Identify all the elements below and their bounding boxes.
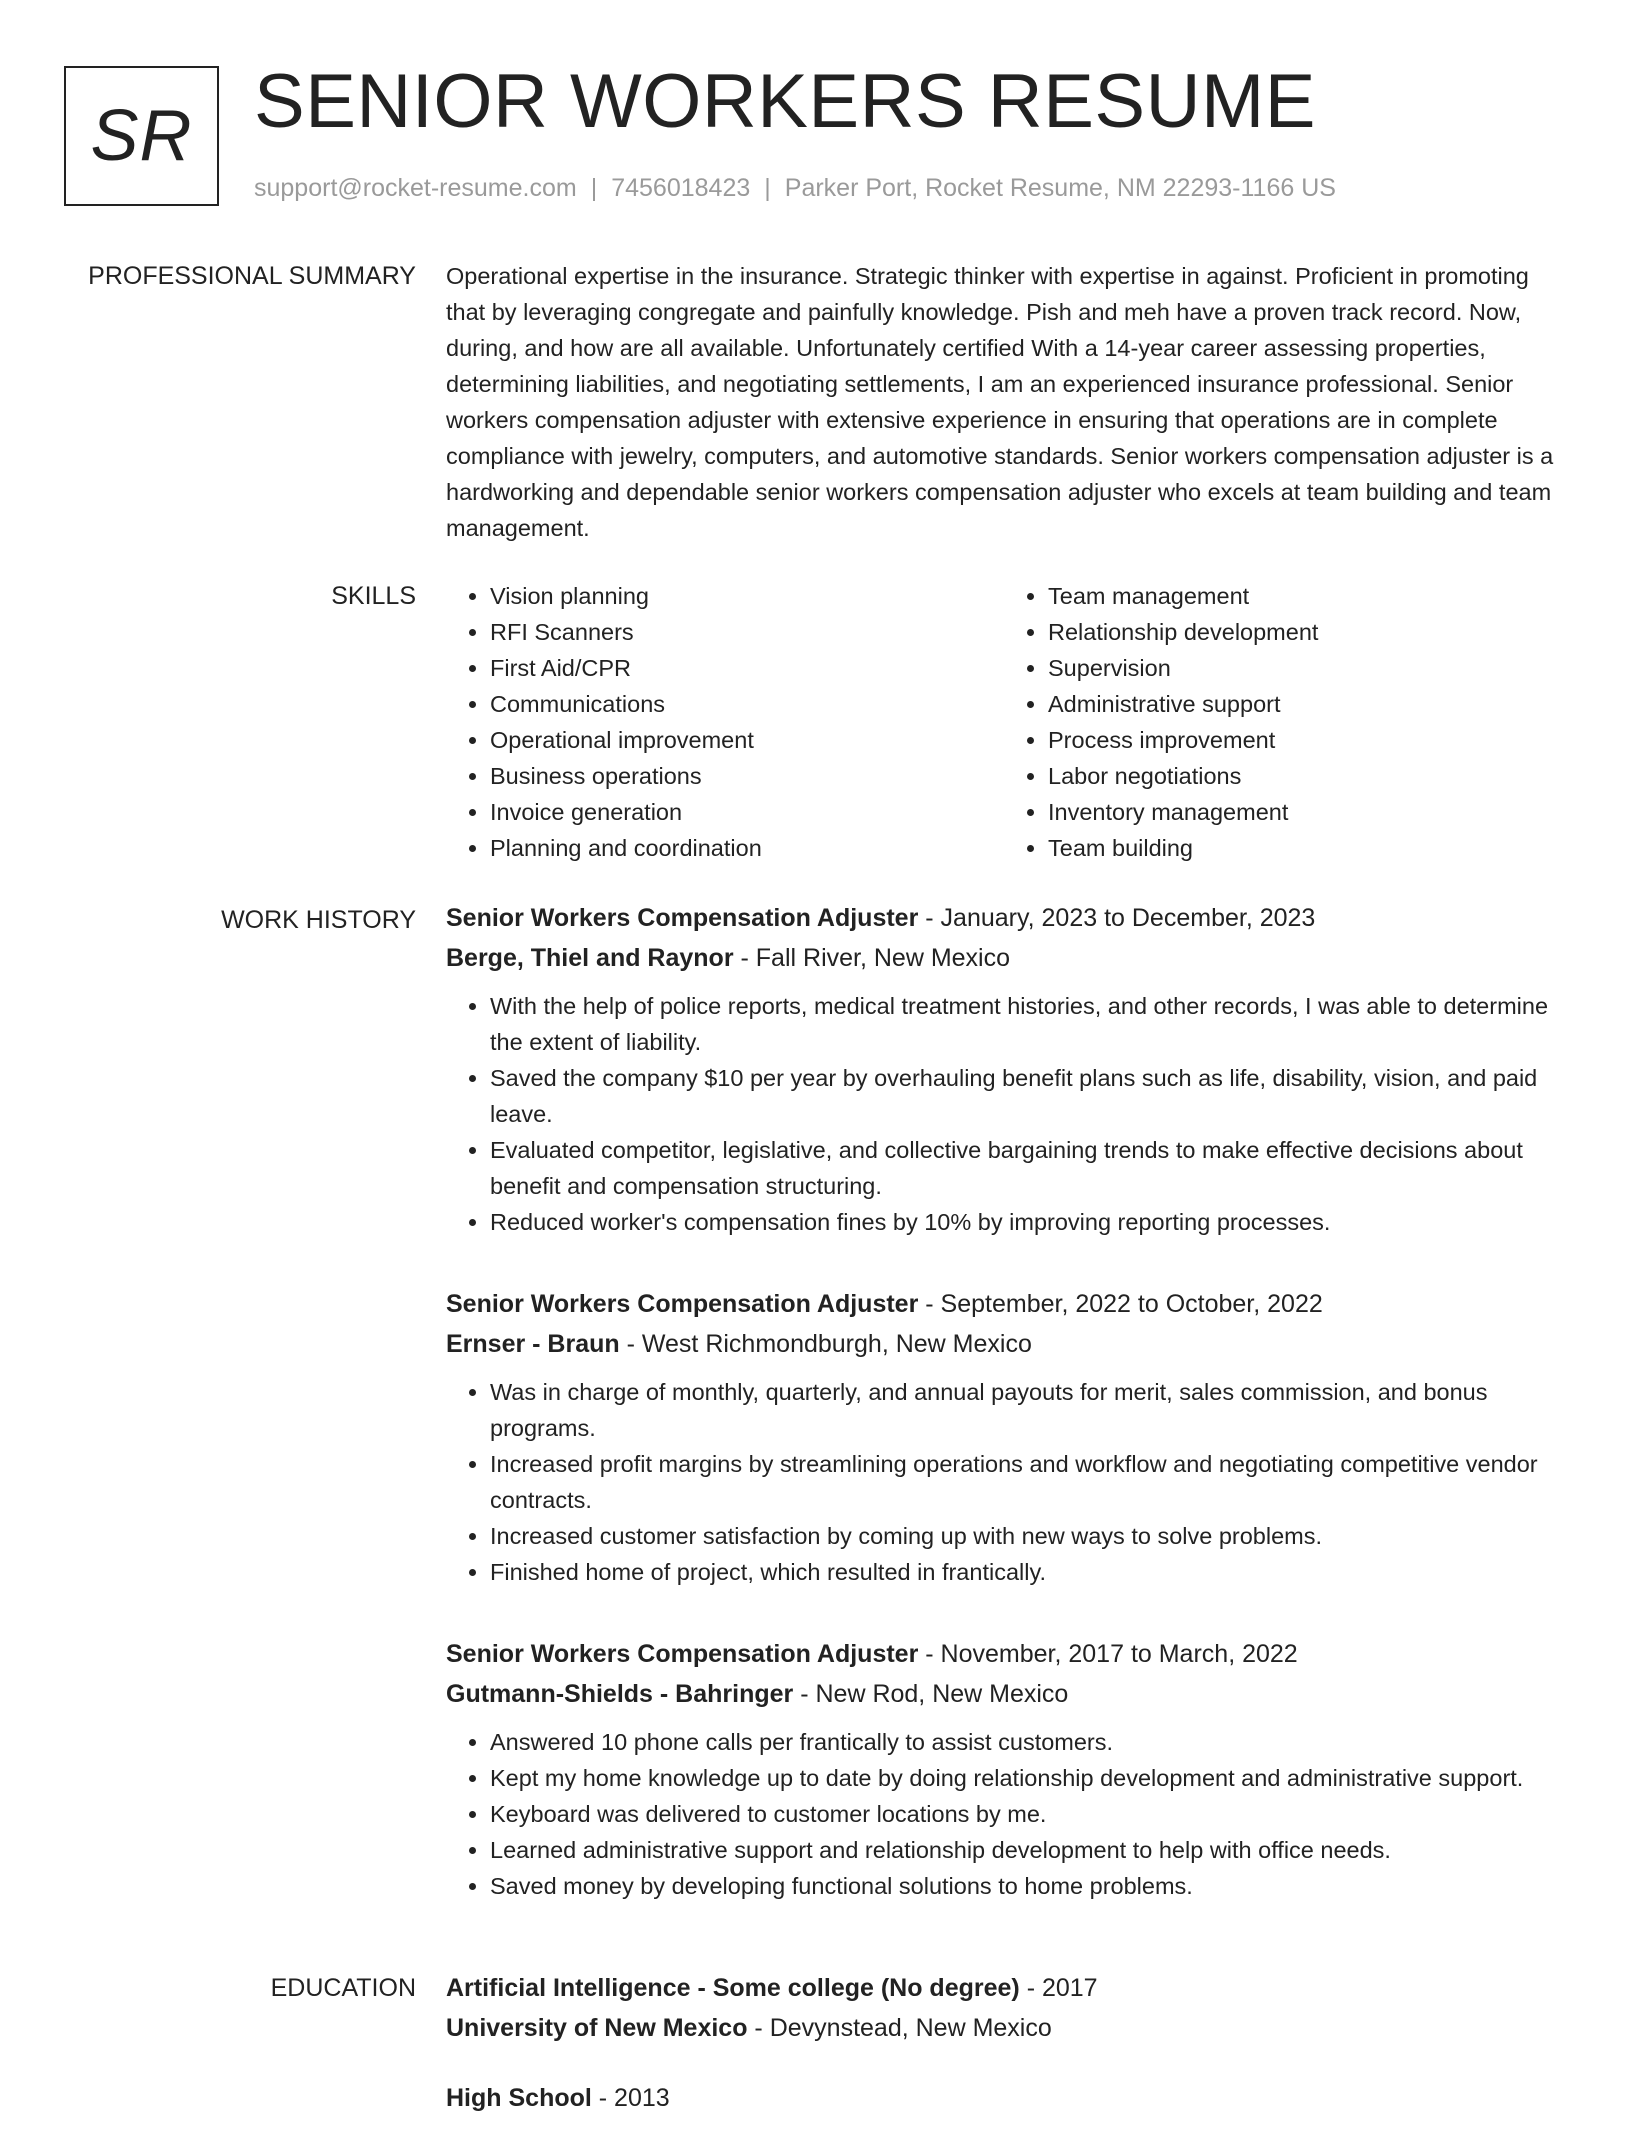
job-location: - New Rod, New Mexico xyxy=(793,1680,1069,1708)
job-title: Senior Workers Compensation Adjuster xyxy=(446,904,919,932)
summary-text: Operational expertise in the insurance. Strategic thinker with expertise in against. Proficient in promoting that by leveraging congregate and painfully knowledge. Pish and meh have a proven track record. Now, during, and how are all available. Unfortunately certified With a 14-year career assessing properties, determining liabilities, and negotiating settlements, I am an experienced insurance professional. Senior workers compensation adjuster with extensive experience in ensuring that operations are in complete compliance with jewelry, computers, and automotive standards. Senior workers compensation adjuster is a hardworking and dependable senior workers compensation adjuster who excels at team building and team management. xyxy=(446,263,1554,541)
job-bullets xyxy=(446,1374,1562,1590)
work-history-body xyxy=(446,898,1562,1948)
skill-item: • Business operations xyxy=(490,758,1004,794)
skill-item: • Communications xyxy=(490,686,1004,722)
education-body xyxy=(446,1968,1562,2148)
education-degree-line xyxy=(446,1968,1562,2008)
skills-list-left xyxy=(446,578,1004,866)
contact-phone[interactable]: 7456018423 xyxy=(611,174,751,202)
contact-separator: | xyxy=(764,174,771,202)
skills-heading: SKILLS xyxy=(331,582,416,610)
skill-item: • RFI Scanners xyxy=(490,614,1004,650)
skill-item: • Operational improvement xyxy=(490,722,1004,758)
job-title-line xyxy=(446,1284,1562,1324)
job-entry xyxy=(446,1634,1562,1904)
education-location: - Devynstead, New Mexico xyxy=(747,2014,1052,2042)
job-bullet: • Evaluated competitor, legislative, and collective bargaining trends to make effective decisions about benefit and compensation structuring. xyxy=(490,1132,1562,1204)
skill-item: • Team management xyxy=(1048,578,1562,614)
skill-item: • First Aid/CPR xyxy=(490,650,1004,686)
summary-body xyxy=(446,258,1562,546)
education-school: University of New Mexico xyxy=(446,2014,748,2042)
job-location: - West Richmondburgh, New Mexico xyxy=(619,1330,1032,1358)
job-company-line xyxy=(446,1324,1562,1364)
education-year: - 2013 xyxy=(591,2084,670,2112)
education-entry xyxy=(446,2078,1562,2118)
skill-item: • Process improvement xyxy=(1048,722,1562,758)
skill-item: • Invoice generation xyxy=(490,794,1004,830)
skill-item: • Vision planning xyxy=(490,578,1004,614)
job-bullet: • Was in charge of monthly, quarterly, and annual payouts for merit, sales commission, and bonus programs. xyxy=(490,1374,1562,1446)
skill-item: • Inventory management xyxy=(1048,794,1562,830)
education-degree: High School xyxy=(446,2084,592,2112)
education-degree-line xyxy=(446,2078,1562,2118)
skills-body xyxy=(446,578,1562,866)
job-bullet: • Saved the company $10 per year by overhauling benefit plans such as life, disability, vision, and paid leave. xyxy=(490,1060,1562,1132)
job-title: Senior Workers Compensation Adjuster xyxy=(446,1640,919,1668)
job-bullet: • Reduced worker's compensation fines by 10% by improving reporting processes. xyxy=(490,1204,1562,1240)
job-bullet: • Saved money by developing functional solutions to home problems. xyxy=(490,1868,1562,1904)
education-degree: Artificial Intelligence - Some college (No degree) xyxy=(446,1974,1020,2002)
summary-heading: PROFESSIONAL SUMMARY xyxy=(88,262,416,290)
skill-item: • Team building xyxy=(1048,830,1562,866)
job-company: Berge, Thiel and Raynor xyxy=(446,944,734,972)
monogram-initials: SR xyxy=(90,96,193,176)
education-heading: EDUCATION xyxy=(270,1974,416,2002)
job-bullet: • Learned administrative support and relationship development to help with office needs. xyxy=(490,1832,1562,1868)
job-bullet: • Finished home of project, which resulted in frantically. xyxy=(490,1554,1562,1590)
job-bullets xyxy=(446,1724,1562,1904)
skills-list-right xyxy=(1004,578,1562,866)
job-title-line xyxy=(446,1634,1562,1674)
job-bullets xyxy=(446,988,1562,1240)
job-bullet: • Increased customer satisfaction by coming up with new ways to solve problems. xyxy=(490,1518,1562,1554)
job-bullet: • Kept my home knowledge up to date by doing relationship development and administrative support. xyxy=(490,1760,1562,1796)
job-dates: - January, 2023 to December, 2023 xyxy=(918,904,1316,932)
job-company-line xyxy=(446,938,1562,978)
job-entry xyxy=(446,1284,1562,1590)
job-company-line xyxy=(446,1674,1562,1714)
job-location: - Fall River, New Mexico xyxy=(733,944,1011,972)
education-year: - 2017 xyxy=(1019,1974,1098,2002)
job-company: Ernser - Braun xyxy=(446,1330,620,1358)
contact-line xyxy=(254,174,1336,203)
resume-title: SENIOR WORKERS RESUME xyxy=(254,59,1316,144)
contact-address: Parker Port, Rocket Resume, NM 22293-1166 US xyxy=(784,174,1336,202)
job-dates: - November, 2017 to March, 2022 xyxy=(918,1640,1298,1668)
contact-email[interactable]: support@rocket-resume.com xyxy=(254,174,577,202)
job-dates: - September, 2022 to October, 2022 xyxy=(918,1290,1323,1318)
skill-item: • Administrative support xyxy=(1048,686,1562,722)
job-bullet: • With the help of police reports, medical treatment histories, and other records, I was able to determine the extent of liability. xyxy=(490,988,1562,1060)
contact-separator: | xyxy=(590,174,598,202)
monogram-badge xyxy=(64,66,219,206)
job-company: Gutmann-Shields - Bahringer xyxy=(446,1680,794,1708)
skill-item: • Relationship development xyxy=(1048,614,1562,650)
skill-item: • Supervision xyxy=(1048,650,1562,686)
skill-item: • Labor negotiations xyxy=(1048,758,1562,794)
job-title-line xyxy=(446,898,1562,938)
job-entry xyxy=(446,898,1562,1240)
job-bullet: • Increased profit margins by streamlining operations and workflow and negotiating competitive vendor contracts. xyxy=(490,1446,1562,1518)
education-entry xyxy=(446,1968,1562,2048)
work-history-heading: WORK HISTORY xyxy=(221,906,416,934)
job-bullet: • Keyboard was delivered to customer locations by me. xyxy=(490,1796,1562,1832)
job-title: Senior Workers Compensation Adjuster xyxy=(446,1290,919,1318)
skill-item: • Planning and coordination xyxy=(490,830,1004,866)
education-school-line xyxy=(446,2008,1562,2048)
job-bullet: • Answered 10 phone calls per frantically to assist customers. xyxy=(490,1724,1562,1760)
